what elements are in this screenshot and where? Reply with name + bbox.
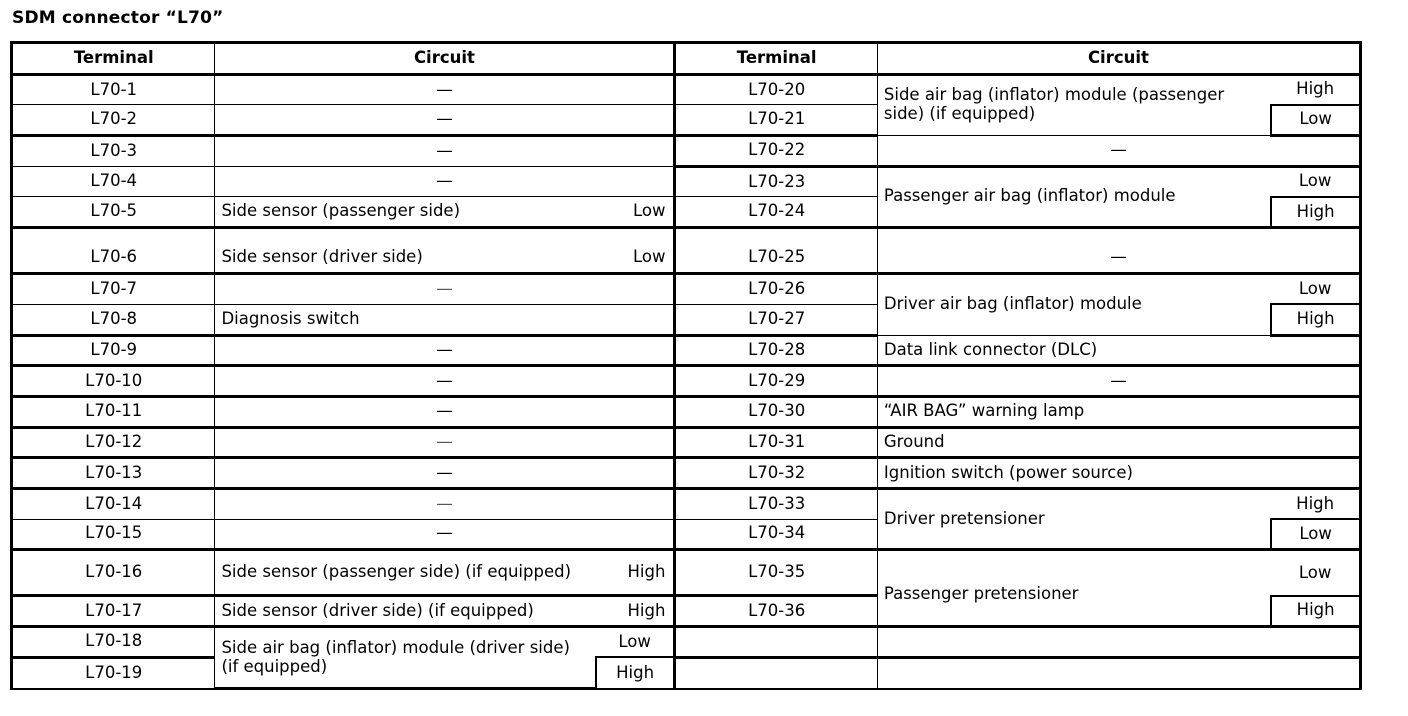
terminal-cell: L70-7: [13, 274, 215, 305]
terminal-cell: L70-24: [675, 197, 877, 228]
empty-cell: [877, 657, 1359, 688]
table-row: [13, 136, 1360, 167]
header-terminal-right: Terminal: [675, 44, 877, 75]
level-cell: High: [1271, 74, 1359, 105]
level-cell: High: [596, 596, 675, 627]
table-row: [13, 657, 1360, 688]
terminal-cell: L70-21: [675, 105, 877, 136]
table-row: [13, 396, 1360, 427]
terminal-cell: L70-3: [13, 136, 215, 167]
circuit-cell: —: [877, 228, 1359, 274]
circuit-cell: Driver air bag (inflator) module: [877, 274, 1271, 335]
terminal-cell: L70-23: [675, 166, 877, 197]
level-cell: Low: [1271, 166, 1359, 197]
header-circuit-left: Circuit: [215, 44, 675, 75]
level-cell: Low: [596, 228, 675, 274]
circuit-cell: —: [215, 335, 675, 366]
terminal-cell: L70-17: [13, 596, 215, 627]
terminal-cell: L70-16: [13, 550, 215, 596]
table-row: [13, 366, 1360, 397]
circuit-cell: —: [215, 396, 675, 427]
empty-cell: [675, 657, 877, 688]
connector-table: [12, 43, 1360, 688]
circuit-cell: —: [215, 366, 675, 397]
circuit-cell: —: [215, 427, 675, 458]
circuit-cell: —: [215, 274, 675, 305]
circuit-cell: Diagnosis switch: [215, 304, 675, 335]
terminal-cell: L70-5: [13, 197, 215, 228]
terminal-cell: L70-22: [675, 136, 877, 167]
terminal-cell: L70-20: [675, 74, 877, 105]
terminal-cell: L70-9: [13, 335, 215, 366]
document-title: SDM connector “L70”: [12, 8, 224, 28]
table-row: [13, 550, 1360, 596]
terminal-cell: L70-8: [13, 304, 215, 335]
terminal-cell: L70-32: [675, 458, 877, 489]
circuit-cell: Passenger pretensioner: [877, 550, 1271, 627]
terminal-cell: L70-19: [13, 657, 215, 688]
terminal-cell: L70-35: [675, 550, 877, 596]
table-row: [13, 166, 1360, 197]
level-cell: High: [1271, 596, 1359, 627]
level-cell: Low: [1271, 105, 1359, 136]
circuit-cell: Side sensor (driver side) (if equipped): [215, 596, 596, 627]
header-circuit-right: Circuit: [877, 44, 1359, 75]
circuit-cell: Ignition switch (power source): [877, 458, 1359, 489]
terminal-cell: L70-27: [675, 304, 877, 335]
circuit-cell: —: [215, 166, 675, 197]
circuit-cell: —: [877, 366, 1359, 397]
table-row: [13, 488, 1360, 519]
circuit-cell: Ground: [877, 427, 1359, 458]
circuit-cell: Side air bag (inflator) module (driver side) (if equipped): [215, 627, 596, 688]
level-cell: Low: [596, 627, 675, 658]
terminal-cell: L70-11: [13, 396, 215, 427]
terminal-cell: L70-1: [13, 74, 215, 105]
terminal-cell: L70-4: [13, 166, 215, 197]
terminal-cell: L70-29: [675, 366, 877, 397]
circuit-cell: —: [877, 136, 1359, 167]
terminal-cell: L70-2: [13, 105, 215, 136]
circuit-cell: —: [215, 105, 675, 136]
table-row: [13, 427, 1360, 458]
table-row: [13, 627, 1360, 658]
terminal-cell: L70-34: [675, 519, 877, 550]
terminal-cell: L70-31: [675, 427, 877, 458]
connector-table-frame: [10, 41, 1362, 690]
header-terminal-left: Terminal: [13, 44, 215, 75]
terminal-cell: L70-28: [675, 335, 877, 366]
level-cell: Low: [1271, 550, 1359, 596]
terminal-cell: L70-36: [675, 596, 877, 627]
terminal-cell: L70-33: [675, 488, 877, 519]
empty-cell: [675, 627, 877, 658]
header-row: [13, 44, 1360, 75]
circuit-cell: —: [215, 488, 675, 519]
circuit-cell: Side air bag (inflator) module (passenger side) (if equipped): [877, 74, 1271, 135]
level-cell: Low: [1271, 274, 1359, 305]
circuit-cell: Side sensor (passenger side): [215, 197, 596, 228]
table-row: [13, 274, 1360, 305]
level-cell: High: [1271, 488, 1359, 519]
terminal-cell: L70-25: [675, 228, 877, 274]
level-cell: High: [596, 657, 675, 688]
circuit-cell: Driver pretensioner: [877, 488, 1271, 549]
level-cell: Low: [1271, 519, 1359, 550]
terminal-cell: L70-15: [13, 519, 215, 550]
terminal-cell: L70-6: [13, 228, 215, 274]
circuit-cell: —: [215, 74, 675, 105]
level-cell: High: [596, 550, 675, 596]
circuit-cell: —: [215, 458, 675, 489]
terminal-cell: L70-26: [675, 274, 877, 305]
table-row: [13, 74, 1360, 105]
circuit-cell: Passenger air bag (inflator) module: [877, 166, 1271, 227]
level-cell: High: [1271, 197, 1359, 228]
circuit-cell: —: [215, 136, 675, 167]
terminal-cell: L70-18: [13, 627, 215, 658]
circuit-cell: Data link connector (DLC): [877, 335, 1359, 366]
table-row: [13, 458, 1360, 489]
circuit-cell: “AIR BAG” warning lamp: [877, 396, 1359, 427]
empty-cell: [877, 627, 1359, 658]
circuit-cell: —: [215, 519, 675, 550]
table-row: [13, 228, 1360, 274]
table-row: [13, 335, 1360, 366]
terminal-cell: L70-30: [675, 396, 877, 427]
terminal-cell: L70-10: [13, 366, 215, 397]
level-cell: Low: [596, 197, 675, 228]
terminal-cell: L70-13: [13, 458, 215, 489]
circuit-cell: Side sensor (passenger side) (if equipped): [215, 550, 596, 596]
terminal-cell: L70-14: [13, 488, 215, 519]
terminal-cell: L70-12: [13, 427, 215, 458]
level-cell: High: [1271, 304, 1359, 335]
circuit-cell: Side sensor (driver side): [215, 228, 596, 274]
